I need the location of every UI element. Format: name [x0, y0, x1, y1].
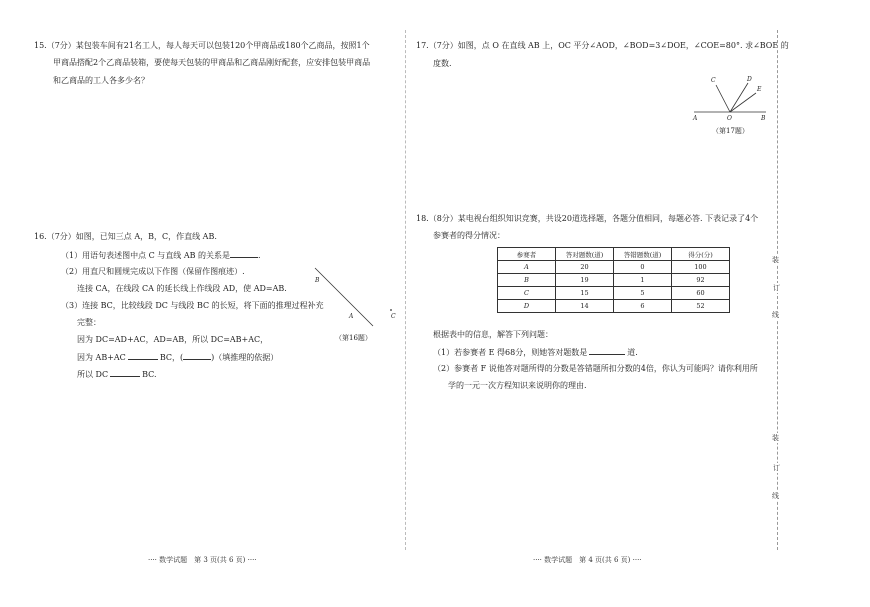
- q16-reasoning-3: [77, 369, 156, 380]
- binding-char: 线: [772, 311, 779, 319]
- q18-part1: [433, 347, 638, 358]
- table-cell: 15: [556, 287, 614, 300]
- q15-line-2: 甲商品搭配2个乙商品装箱，要使每天包装的甲商品和乙商品刚好配套，应安排包装甲商品: [53, 58, 371, 67]
- q18-part1-end: 道.: [627, 348, 638, 357]
- answer-blank: [183, 352, 211, 360]
- point-a-label: A: [349, 313, 354, 320]
- point-o-label: O: [727, 115, 732, 122]
- table-header: 参赛者: [498, 248, 556, 261]
- answer-blank: [230, 250, 258, 258]
- q16-part1-text: （1）用语句表述图中点 C 与直线 AB 的关系是: [61, 251, 231, 260]
- table-cell: 14: [556, 300, 614, 313]
- table-cell: 60: [672, 287, 730, 300]
- q16-reasoning-3b: BC.: [142, 370, 157, 379]
- table-row: [498, 287, 730, 300]
- point-b-label: B: [315, 277, 320, 284]
- footer-right: ···· 数学试题 第 4 页(共 6 页) ····: [533, 556, 642, 564]
- q16-intro: 16.（7分）如图，已知三点 A，B，C，作直线 AB.: [34, 232, 217, 241]
- binding-char: 线: [772, 492, 779, 500]
- q18-part2-cont: 学的一元一次方程知识来说明你的理由.: [448, 381, 587, 390]
- table-cell: D: [498, 300, 556, 313]
- q16-reasoning-2b: BC，(: [159, 353, 184, 362]
- table-cell: 1: [614, 274, 672, 287]
- answer-blank: [128, 352, 158, 360]
- binding-char: 装: [772, 434, 779, 442]
- table-header: 得分(分): [672, 248, 730, 261]
- q16-part2: （2）用直尺和圆规完成以下作图（保留作图痕迹）.: [61, 267, 245, 276]
- answer-blank: [110, 369, 140, 377]
- table-header: 答对题数(道): [556, 248, 614, 261]
- table-row: [498, 300, 730, 313]
- table-cell: 0: [614, 261, 672, 274]
- q16-part1: [61, 250, 261, 261]
- q16-reasoning-2: [77, 352, 278, 363]
- point-c-label: C: [711, 77, 716, 84]
- table-header: 答错题数(道): [614, 248, 672, 261]
- q16-reasoning-2c: )（填推理的依据）: [211, 353, 279, 362]
- table-cell: 19: [556, 274, 614, 287]
- footer-left: ···· 数学试题 第 3 页(共 6 页) ····: [148, 556, 257, 564]
- q16-part2-instruction: 连接 CA，在线段 CA 的延长线上作线段 AD，使 AD=AB.: [77, 284, 287, 293]
- point-c-dot: [390, 309, 392, 311]
- figure-16-caption: （第16题）: [335, 334, 372, 342]
- point-a-label: A: [693, 115, 698, 122]
- binding-char: 装: [772, 256, 779, 264]
- q15-line-1: 15.（7分）某包装车间有21名工人，每人每天可以包装120个甲商品或180个乙商品，按照1个: [34, 41, 370, 50]
- q16-part3-cont: 完整：: [77, 318, 101, 327]
- table-row: [498, 274, 730, 287]
- q17-line-2: 度数.: [433, 59, 452, 68]
- table-row: [498, 261, 730, 274]
- q16-part3: （3）连接 BC，比较线段 DC 与线段 BC 的长短，将下面的推理过程补充: [61, 301, 324, 310]
- table-cell: 5: [614, 287, 672, 300]
- table-header-row: [498, 248, 730, 261]
- q18-line-2: 参赛者的得分情况：: [433, 231, 505, 240]
- point-c-label: C: [391, 313, 396, 320]
- page-divider: [405, 30, 406, 550]
- figure-17: [690, 75, 770, 120]
- table-cell: 20: [556, 261, 614, 274]
- table-cell: A: [498, 261, 556, 274]
- table-cell: B: [498, 274, 556, 287]
- q16-reasoning-3a: 所以 DC: [77, 370, 109, 379]
- figure-16: [305, 262, 395, 342]
- point-e-label: E: [757, 86, 762, 93]
- answer-blank: [589, 347, 625, 355]
- q18-line-1: 18.（8分）某电视台组织知识竞赛，共设20道选择题，各题分值相同，每题必答. 下表记录了4个: [416, 214, 759, 223]
- score-table: [497, 247, 730, 313]
- q18-part2: （2）参赛者 F 说他答对题所得的分数是答错题所扣分数的4倍，你认为可能吗？请你利用所: [433, 364, 758, 373]
- point-d-label: D: [747, 76, 752, 83]
- figure-17-caption: （第17题）: [712, 127, 749, 135]
- table-cell: 52: [672, 300, 730, 313]
- q16-part1-end: .: [258, 251, 261, 260]
- q16-reasoning-1: 因为 DC=AD+AC，AD=AB，所以 DC=AB+AC，: [77, 335, 269, 344]
- table-cell: 6: [614, 300, 672, 313]
- q16-reasoning-2a: 因为 AB+AC: [77, 353, 126, 362]
- q15-line-3: 和乙商品的工人各多少名？: [53, 76, 149, 85]
- binding-char: 订: [773, 464, 780, 472]
- table-cell: 92: [672, 274, 730, 287]
- binding-char: 订: [773, 284, 780, 292]
- table-cell: C: [498, 287, 556, 300]
- table-cell: 100: [672, 261, 730, 274]
- q18-after-table: 根据表中的信息，解答下列问题：: [433, 330, 553, 339]
- q17-line-1: 17.（7分）如图，点 O 在直线 AB 上，OC 平分∠AOD，∠BOD=3∠DOE，∠COE=80°. 求∠BOE 的: [416, 41, 789, 50]
- point-b-label: B: [761, 115, 766, 122]
- q18-part1-text: （1）若参赛者 E 得68分，则她答对题数是: [433, 348, 588, 357]
